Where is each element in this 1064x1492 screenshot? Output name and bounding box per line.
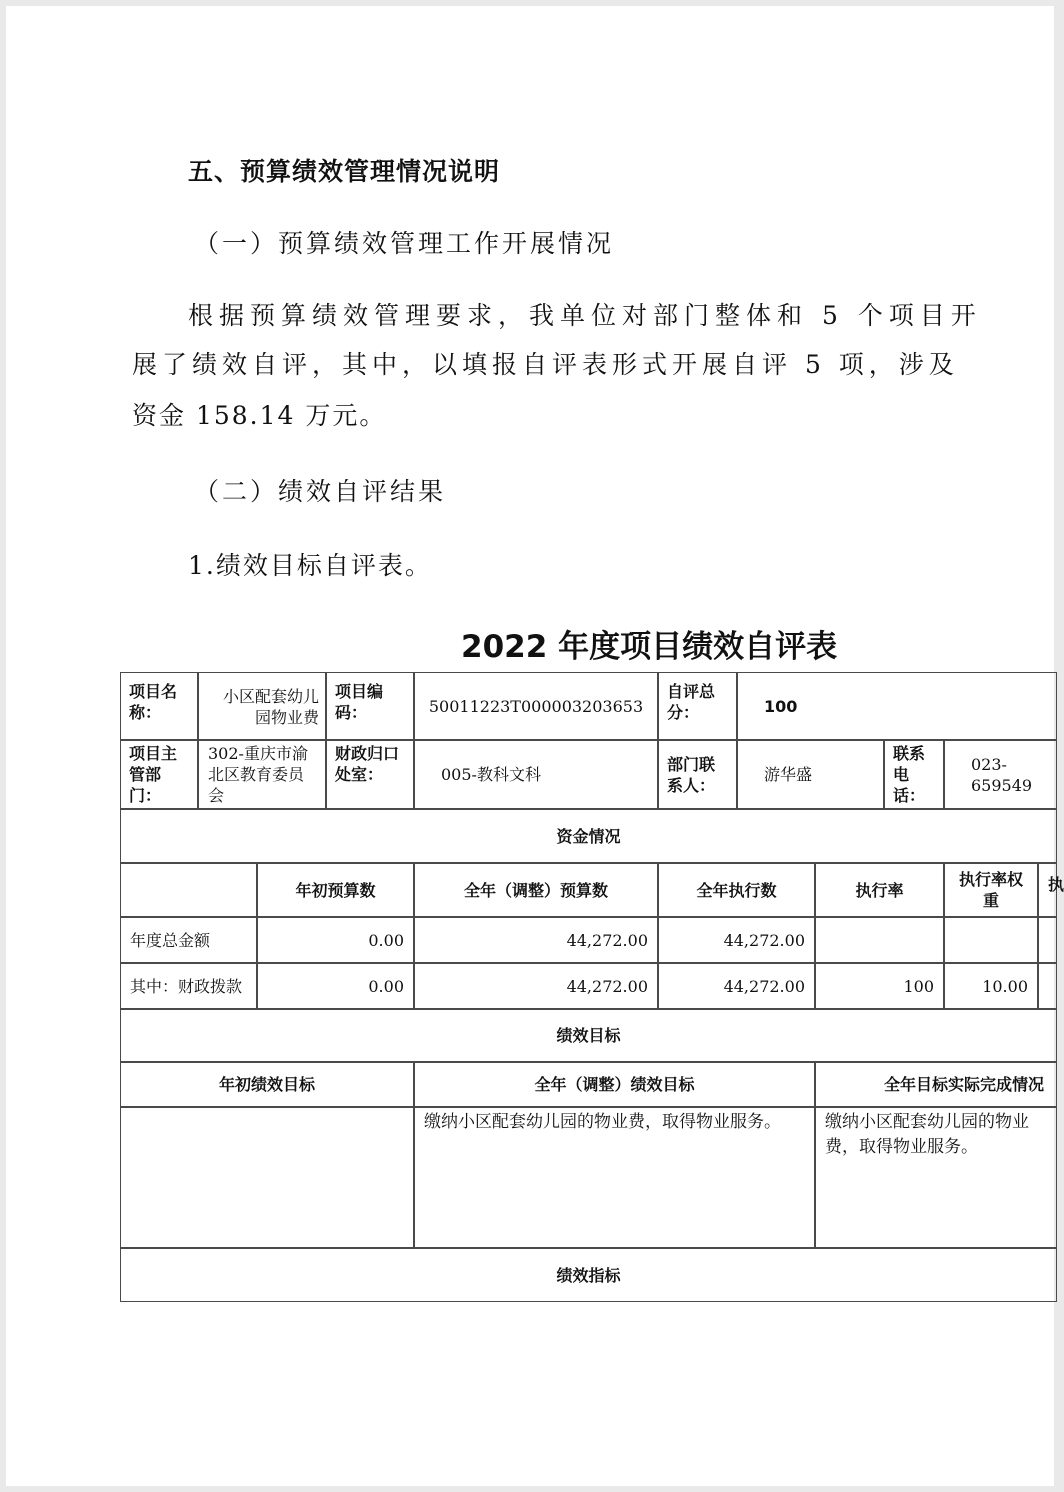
- goals-initial-value: [120, 1107, 414, 1248]
- funds-row-fiscal-label: 其中：财政拨款: [120, 963, 257, 1009]
- funds-header-rate: 执行率: [815, 863, 944, 917]
- funds-section-header: 资金情况: [120, 809, 1057, 863]
- goals-adjusted-value: 缴纳小区配套幼儿园的物业费，取得物业服务。: [414, 1107, 815, 1248]
- document-page: [6, 6, 1064, 1486]
- subheading-work: （一）预算绩效管理工作开展情况: [194, 229, 615, 258]
- project-code-value: 50011223T000003203653: [414, 672, 658, 740]
- funds-row-fiscal-partial: [1038, 963, 1057, 1009]
- funds-header-initial: 年初预算数: [257, 863, 414, 917]
- finance-value: 005-教科文科: [414, 740, 658, 809]
- funds-row-total-partial: [1038, 917, 1057, 963]
- section-heading: 五、预算绩效管理情况说明: [188, 157, 501, 186]
- funds-row-total-initial: 0.00: [257, 917, 414, 963]
- goals-actual-value: 缴纳小区配套幼儿园的物业费，取得物业服务。: [815, 1107, 1057, 1248]
- contact-value: 游华盛: [737, 740, 884, 809]
- project-name-label: 项目名称：: [120, 672, 198, 740]
- funds-row-total-executed: 44,272.00: [658, 917, 815, 963]
- goals-header-initial: 年初绩效目标: [120, 1062, 414, 1107]
- goals-header-adjusted: 全年（调整）绩效目标: [414, 1062, 815, 1107]
- funds-header-adjusted: 全年（调整）预算数: [414, 863, 658, 917]
- phone-label: 联系电话：: [884, 740, 944, 809]
- funds-row-total-label: 年度总金额: [120, 917, 257, 963]
- goals-header-actual: 全年目标实际完成情况: [815, 1062, 1057, 1107]
- funds-row-fiscal-adjusted: 44,272.00: [414, 963, 658, 1009]
- table-title: 2022 年度项目绩效自评表: [461, 629, 838, 665]
- contact-label: 部门联系人：: [658, 740, 737, 809]
- funds-header-empty: [120, 863, 257, 917]
- project-name-value: 小区配套幼儿园物业费: [198, 672, 326, 740]
- indicators-section-header: 绩效指标: [120, 1248, 1057, 1302]
- paragraph-line-3: 资金 158.14 万元。: [132, 401, 387, 430]
- score-label: 自评总分：: [658, 672, 737, 740]
- funds-row-fiscal-executed: 44,272.00: [658, 963, 815, 1009]
- funds-row-total-weight: [944, 917, 1038, 963]
- phone-value: 023-659549: [944, 740, 1057, 809]
- dept-label: 项目主管部门：: [120, 740, 198, 809]
- funds-row-fiscal-rate: 100: [815, 963, 944, 1009]
- funds-header-executed: 全年执行数: [658, 863, 815, 917]
- dept-value: 302-重庆市渝北区教育委员会: [198, 740, 326, 809]
- subheading-table: 1.绩效目标自评表。: [188, 551, 432, 580]
- funds-row-total-rate: [815, 917, 944, 963]
- funds-header-partial: 执: [1038, 863, 1057, 917]
- paragraph-line-1: 根据预算绩效管理要求，我单位对部门整体和 5 个项目开: [188, 301, 982, 330]
- funds-row-total-adjusted: 44,272.00: [414, 917, 658, 963]
- funds-row-fiscal-weight: 10.00: [944, 963, 1038, 1009]
- subheading-results: （二）绩效自评结果: [194, 477, 447, 506]
- project-code-label: 项目编码：: [326, 672, 414, 740]
- goals-section-header: 绩效目标: [120, 1009, 1057, 1062]
- paragraph-line-2: 展了绩效自评，其中，以填报自评表形式开展自评 5 项，涉及: [132, 350, 959, 379]
- finance-label: 财政归口处室：: [326, 740, 414, 809]
- funds-header-weight: 执行率权重: [944, 863, 1038, 917]
- funds-row-fiscal-initial: 0.00: [257, 963, 414, 1009]
- score-value: 100: [737, 672, 1057, 740]
